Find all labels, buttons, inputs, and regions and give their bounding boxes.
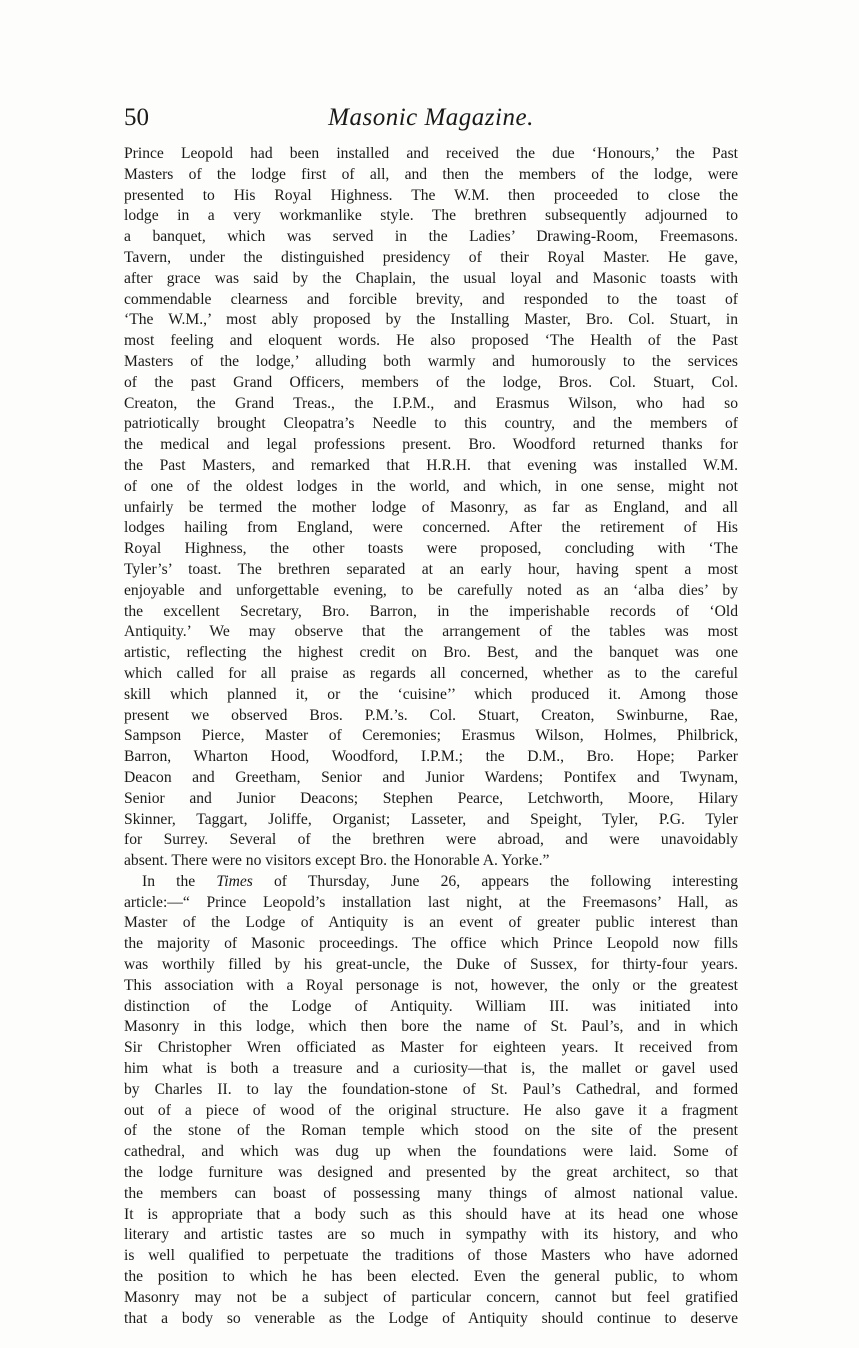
text-line: lodges hailing from England, were concerned. After the retirement of His	[124, 519, 738, 537]
text-line: commendable clearness and forcible brevity, and responded to the toast of	[124, 290, 738, 308]
paragraph-times-article	[124, 872, 738, 1330]
text-line: literary and artistic tastes are so much in sympathy with its history, and who	[124, 1226, 738, 1244]
text-line: Barron, Wharton Hood, Woodford, I.P.M.; the D.M., Bro. Hope; Parker	[124, 748, 738, 766]
text-line: for Surrey. Several of the brethren were abroad, and were unavoidably	[124, 831, 738, 849]
text-line: Masters of the lodge first of all, and then the members of the lodge, were	[124, 165, 738, 183]
text-line: which called for all praise as regards all concerned, whether as to the careful	[124, 664, 738, 682]
text-line: the majority of Masonic proceedings. The office which Prince Leopold now fills	[124, 935, 738, 953]
text-line: Masonry in this lodge, which then bore the name of St. Paul’s, and in which	[124, 1018, 738, 1036]
text-line: most feeling and eloquent words. He also proposed ‘The Health of the Past	[124, 332, 738, 350]
text-line: enjoyable and unforgettable evening, to be carefully noted as an ‘alba dies’ by	[124, 581, 738, 599]
text-line: Tyler’s’ toast. The brethren separated at an early hour, having spent a most	[124, 560, 738, 578]
text-line: Deacon and Greetham, Senior and Junior Wardens; Pontifex and Twynam,	[124, 768, 738, 786]
newspaper-title: Times	[216, 872, 253, 890]
text-line: skill which planned it, or the ‘cuisine’’ which produced it. Among those	[124, 685, 738, 703]
text-line: the members can boast of possessing many things of almost national value.	[124, 1184, 738, 1202]
text-span: of Thursday, June 26, appears the following interesting	[252, 872, 738, 890]
text-line: of the past Grand Officers, members of the lodge, Bros. Col. Stuart, Col.	[124, 373, 738, 391]
text-line: the excellent Secretary, Bro. Barron, in the imperishable records of ‘Old	[124, 602, 738, 620]
text-line	[124, 872, 738, 893]
text-line: presented to His Royal Highness. The W.M. then proceeded to close the	[124, 186, 738, 204]
text-line: absent. There were no visitors except Bro. the Honorable A. Yorke.”	[124, 852, 550, 870]
text-line: This association with a Royal personage is not, however, the only or the greatest	[124, 976, 738, 994]
text-line: by Charles II. to lay the foundation-stone of St. Paul’s Cathedral, and formed	[124, 1080, 738, 1098]
text-line: Creaton, the Grand Treas., the I.P.M., and Erasmus Wilson, who had so	[124, 394, 738, 412]
text-line: artistic, reflecting the highest credit on Bro. Best, and the banquet was one	[124, 644, 738, 662]
text-line: Skinner, Taggart, Joliffe, Organist; Lasseter, and Speight, Tyler, P.G. Tyler	[124, 810, 738, 828]
text-line: him what is both a treasure and a curiosity—that is, the mallet or gavel used	[124, 1060, 738, 1078]
text-line: lodge in a very workmanlike style. The brethren subsequently adjourned to	[124, 207, 738, 225]
text-line: Antiquity.’ We may observe that the arrangement of the tables was most	[124, 623, 738, 641]
text-line: Sir Christopher Wren officiated as Master for eighteen years. It received from	[124, 1039, 738, 1057]
text-line: unfairly be termed the mother lodge of Masonry, as far as England, and all	[124, 498, 738, 516]
text-line: Masonry may not be a subject of particular concern, cannot but feel gratified	[124, 1288, 738, 1306]
running-title: Masonic Magazine.	[328, 104, 534, 131]
text-line: patriotically brought Cleopatra’s Needle to this country, and the members of	[124, 415, 738, 433]
text-line: was worthily filled by his great-uncle, the Duke of Sussex, for thirty-four years.	[124, 956, 738, 974]
text-line: It is appropriate that a body such as this should have at its head one whose	[124, 1205, 738, 1223]
text-span: In the	[142, 872, 217, 890]
text-line: Prince Leopold had been installed and received the due ‘Honours,’ the Past	[124, 145, 738, 162]
text-line: of the stone of the Roman temple which stood on the site of the present	[124, 1122, 738, 1140]
page-number: 50	[124, 104, 149, 131]
text-line: cathedral, and which was dug up when the foundations were laid. Some of	[124, 1143, 738, 1161]
text-line: is well qualified to perpetuate the traditions of those Masters who have adorned	[124, 1247, 738, 1265]
text-line: the medical and legal professions present. Bro. Woodford returned thanks for	[124, 436, 738, 454]
text-line: Masters of the lodge,’ alluding both warmly and humorously to the services	[124, 352, 738, 370]
text-line: article:—“ Prince Leopold’s installation last night, at the Freemasons’ Hall, as	[124, 893, 738, 911]
text-line: the position to which he has been elected. Even the general public, to whom	[124, 1268, 738, 1286]
text-line: the lodge furniture was designed and presented by the great architect, so that	[124, 1164, 738, 1182]
page-header	[124, 100, 738, 136]
text-line: present we observed Bros. P.M.’s. Col. Stuart, Creaton, Swinburne, Rae,	[124, 706, 738, 724]
text-line: distinction of the Lodge of Antiquity. William III. was initiated into	[124, 997, 738, 1015]
article-body	[124, 144, 738, 1329]
text-line: Royal Highness, the other toasts were proposed, concluding with ‘The	[124, 540, 738, 558]
text-line: the Past Masters, and remarked that H.R.H. that evening was installed W.M.	[124, 456, 738, 474]
text-line: after grace was said by the Chaplain, the usual loyal and Masonic toasts with	[124, 269, 738, 287]
text-line: Master of the Lodge of Antiquity is an event of greater public interest than	[124, 914, 738, 932]
text-line: Tavern, under the distinguished presidency of their Royal Master. He gave,	[124, 248, 738, 266]
text-line: out of a piece of wood of the original structure. He also gave it a fragment	[124, 1101, 738, 1119]
text-line: of one of the oldest lodges in the world, and which, in one sense, might not	[124, 477, 738, 495]
text-line: that a body so venerable as the Lodge of Antiquity should continue to deserve	[124, 1309, 738, 1327]
text-line: a banquet, which was served in the Ladies’ Drawing-Room, Freemasons.	[124, 228, 738, 246]
text-line: Sampson Pierce, Master of Ceremonies; Erasmus Wilson, Holmes, Philbrick,	[124, 727, 738, 745]
text-line: Senior and Junior Deacons; Stephen Pearce, Letchworth, Moore, Hilary	[124, 789, 738, 807]
paragraph-banquet-report	[124, 144, 738, 872]
text-line: ‘The W.M.,’ most ably proposed by the Installing Master, Bro. Col. Stuart, in	[124, 311, 738, 329]
